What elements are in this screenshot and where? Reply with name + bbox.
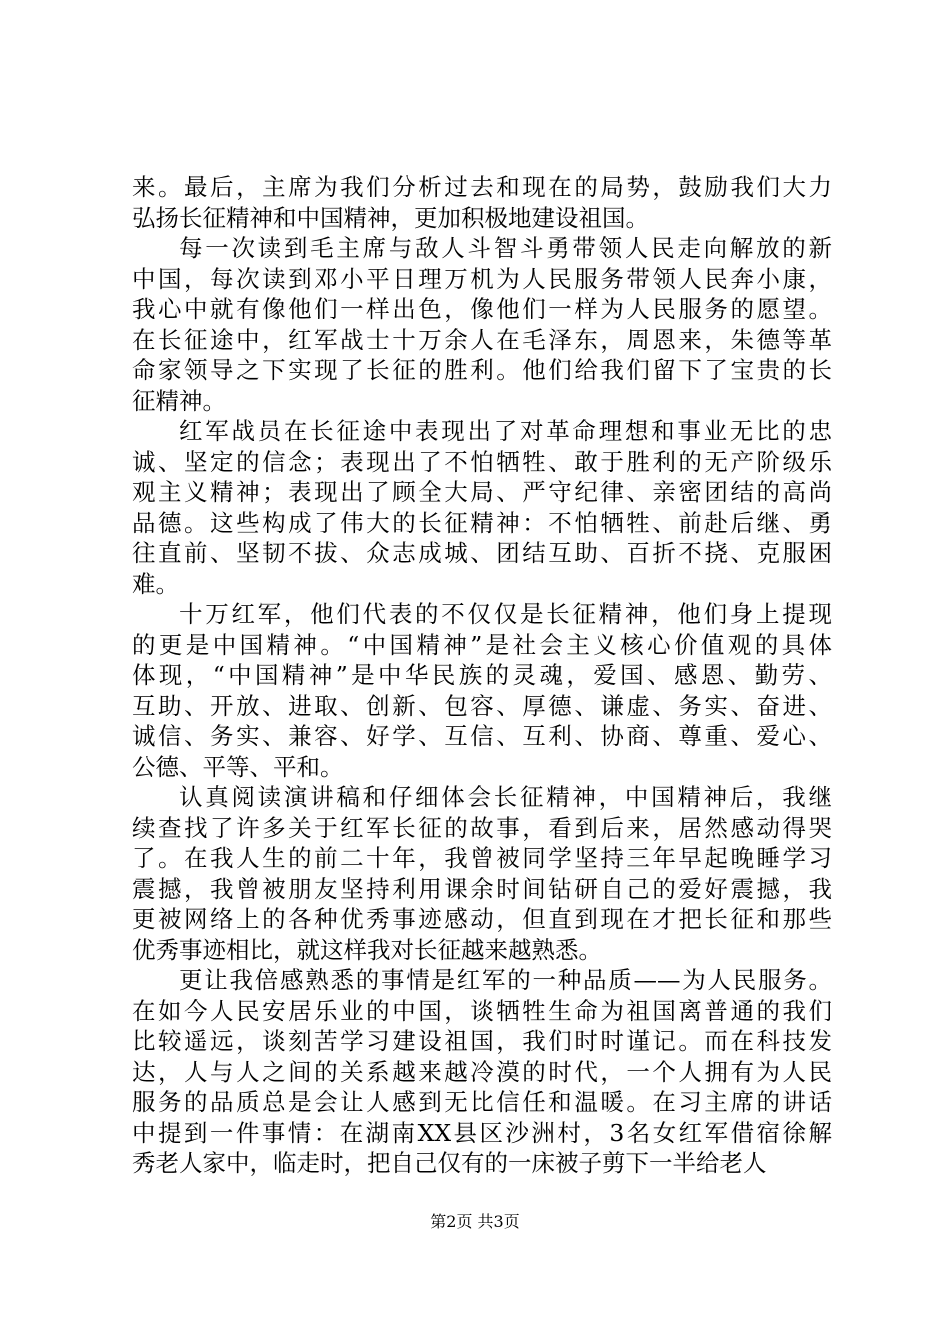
document-body bbox=[132, 172, 832, 1179]
text-line: 十万红军，他们代表的不仅仅是长征精神，他们身上提现 bbox=[179, 600, 832, 628]
text-line: 观主义精神；表现出了顾全大局、严守纪律、亲密团结的高尚 bbox=[132, 478, 832, 506]
text-line: 优秀事迹相比，就这样我对长征越来越熟悉。 bbox=[132, 935, 602, 964]
text-line: 在长征途中，红军战士十万余人在毛泽东，周恩来，朱德等革 bbox=[132, 325, 832, 354]
text-line: 更让我倍感熟悉的事情是红军的一种品质——为人民服务。 bbox=[179, 966, 832, 994]
text-line: 更被网络上的各种优秀事迹感动，但直到现在才把长征和那些 bbox=[132, 905, 832, 933]
text-line: 诚、坚定的信念；表现出了不怕牺牲、敢于胜利的无产阶级乐 bbox=[132, 447, 832, 476]
text-line: 在如今人民安居乐业的中国，谈牺牲生命为祖国离普通的我们 bbox=[132, 996, 832, 1025]
text-line: 每一次读到毛主席与敌人斗智斗勇带领人民走向解放的新 bbox=[179, 234, 832, 262]
text-line: 弘扬长征精神和中国精神，更加积极地建设祖国。 bbox=[132, 203, 649, 232]
text-line: 服务的品质总是会让人感到无比信任和温暖。在习主席的讲话 bbox=[132, 1088, 832, 1116]
text-line: 达，人与人之间的关系越来越冷漠的时代，一个人拥有为人民 bbox=[132, 1057, 832, 1086]
text-line: 中提到一件事情：在湖南XX县区沙洲村，3名女红军借宿徐解 bbox=[132, 1118, 832, 1147]
text-line: 诚信、务实、兼容、好学、互信、互利、协商、尊重、爱心、 bbox=[132, 722, 832, 750]
paragraph bbox=[132, 233, 832, 416]
text-line: 公德、平等、平和。 bbox=[132, 752, 344, 781]
text-line: 征精神。 bbox=[132, 386, 226, 415]
text-line: 来。最后，主席为我们分析过去和现在的局势，鼓励我们大力 bbox=[132, 173, 832, 201]
text-line: 秀老人家中，临走时，把自己仅有的一床被子剪下一半给老人 bbox=[132, 1149, 767, 1177]
text-line: 品德。这些构成了伟大的长征精神：不怕牺牲、前赴后继、勇 bbox=[132, 508, 832, 537]
text-line: 互助、开放、进取、创新、包容、厚德、谦虚、务实、奋进、 bbox=[132, 691, 832, 720]
page-number-label: 第2页 共3页 bbox=[430, 1212, 520, 1231]
text-line: 认真阅读演讲稿和仔细体会长征精神，中国精神后，我继 bbox=[179, 783, 832, 811]
text-line: 续查找了许多关于红军长征的故事，看到后来，居然感动得哭 bbox=[132, 813, 832, 842]
paragraph bbox=[132, 782, 832, 965]
paragraph bbox=[132, 965, 832, 1179]
text-line: 我心中就有像他们一样出色，像他们一样为人民服务的愿望。 bbox=[132, 295, 832, 323]
text-line: 往直前、坚韧不拔、众志成城、团结互助、百折不挠、克服困 bbox=[132, 539, 832, 567]
paragraph bbox=[132, 599, 832, 782]
text-line: 中国，每次读到邓小平日理万机为人民服务带领人民奔小康， bbox=[132, 264, 832, 293]
text-line: 命家领导之下实现了长征的胜利。他们给我们留下了宝贵的长 bbox=[132, 356, 832, 384]
text-line: 的更是中国精神。“中国精神”是社会主义核心价值观的具体 bbox=[132, 630, 832, 659]
text-line: 了。在我人生的前二十年，我曾被同学坚持三年早起晚睡学习 bbox=[132, 844, 832, 872]
text-line: 红军战员在长征途中表现出了对革命理想和事业无比的忠 bbox=[179, 417, 832, 445]
paragraph bbox=[132, 416, 832, 599]
page-footer bbox=[0, 1212, 950, 1232]
text-line: 体现，“中国精神”是中华民族的灵魂，爱国、感恩、勤劳、 bbox=[132, 661, 832, 689]
text-line: 难。 bbox=[132, 569, 179, 598]
paragraph bbox=[132, 172, 832, 233]
text-line: 震撼，我曾被朋友坚持利用课余时间钻研自己的爱好震撼，我 bbox=[132, 874, 832, 903]
text-line: 比较遥远，谈刻苦学习建设祖国，我们时时谨记。而在科技发 bbox=[132, 1027, 832, 1055]
